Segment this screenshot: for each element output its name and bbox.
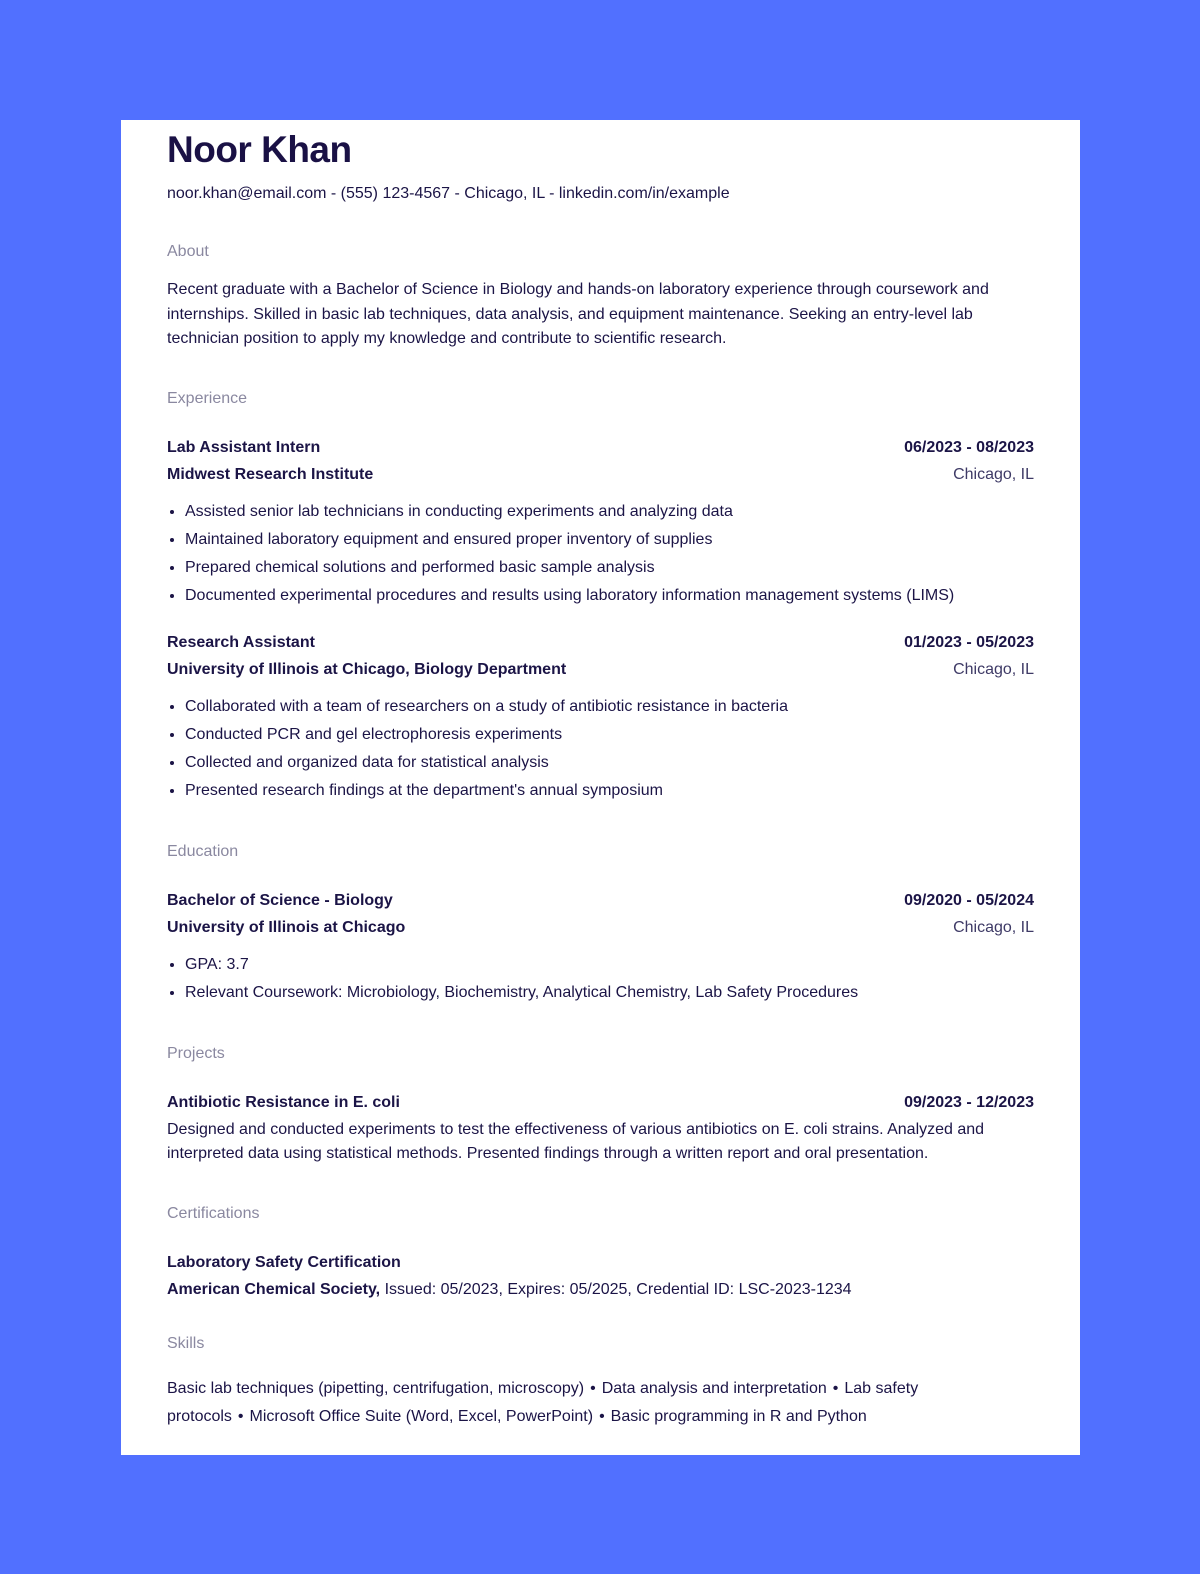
job-title: Research Assistant (167, 633, 315, 651)
contact-line: noor.khan@email.com - (555) 123-4567 - Chicago, IL - linkedin.com/in/example (167, 185, 730, 202)
section-title-experience: Experience (167, 389, 248, 407)
job-organization: Midwest Research Institute (167, 465, 374, 483)
certification-details: Issued: 05/2023, Expires: 05/2025, Credential ID: LSC-2023-1234 (384, 1280, 852, 1298)
list-item: • Maintained laboratory equipment and ensured proper inventory of supplies (185, 526, 1034, 554)
education-dates: 09/2020 - 05/2024 (904, 891, 1034, 909)
school-name: University of Illinois at Chicago (167, 918, 406, 936)
skill-separator: • (237, 1407, 244, 1425)
section-title-skills: Skills (167, 1334, 205, 1352)
resume-page (121, 120, 1080, 1455)
job-bullets (167, 498, 1034, 610)
list-item: • Presented research findings at the department's annual symposium (185, 777, 1034, 805)
project-dates: 09/2023 - 12/2023 (904, 1093, 1034, 1111)
school-location: Chicago, IL (953, 918, 1034, 936)
list-item: • Assisted senior lab technicians in conducting experiments and analyzing data (185, 498, 1034, 526)
job-location: Chicago, IL (953, 660, 1034, 678)
skill-separator: • (590, 1379, 596, 1397)
certification-issuer: American Chemical Society, (167, 1280, 381, 1298)
skills-list (167, 1375, 1034, 1431)
skill-item: Lab safety protocols (167, 1379, 919, 1425)
job-organization: University of Illinois at Chicago, Biology Department (167, 660, 567, 678)
degree-title: Bachelor of Science - Biology (167, 891, 393, 909)
job-title: Lab Assistant Intern (167, 438, 321, 456)
candidate-name: Noor Khan (167, 129, 352, 170)
list-item: • Relevant Coursework: Microbiology, Biochemistry, Analytical Chemistry, Lab Safety Procedures (185, 979, 1034, 1007)
project-entry (167, 1089, 1034, 1167)
job-bullets (167, 693, 1034, 805)
project-name: Antibiotic Resistance in E. coli (167, 1093, 400, 1111)
list-item: • Prepared chemical solutions and performed basic sample analysis (185, 554, 1034, 582)
list-item: • Documented experimental procedures and results using laboratory information management systems (LIMS) (185, 582, 1034, 610)
section-title-certifications: Certifications (167, 1204, 260, 1222)
section-title-education: Education (167, 842, 239, 860)
skill-item: Data analysis and interpretation (601, 1379, 827, 1397)
skill-item: Basic lab techniques (pipetting, centrifugation, microscopy) (167, 1379, 585, 1397)
skill-separator: • (599, 1407, 605, 1425)
experience-entry (167, 434, 1034, 610)
project-description: Designed and conducted experiments to test the effectiveness of various antibiotics on E. coli strains. Analyzed and interpreted data using statistical methods. Presented findings through a written report and oral presentation. (167, 1120, 985, 1162)
section-title-about: About (167, 243, 209, 260)
experience-entry (167, 629, 1034, 805)
section-title-projects: Projects (167, 1044, 225, 1062)
education-bullets (167, 951, 1034, 1007)
job-location: Chicago, IL (953, 465, 1034, 483)
list-item: • Collaborated with a team of researchers on a study of antibiotic resistance in bacteria (185, 693, 1034, 721)
list-item: • Collected and organized data for statistical analysis (185, 749, 1034, 777)
skill-item: Microsoft Office Suite (Word, Excel, PowerPoint) (249, 1407, 594, 1425)
certification-entry (167, 1249, 1034, 1303)
skill-item: Basic programming in R and Python (610, 1407, 867, 1425)
job-dates: 01/2023 - 05/2023 (904, 633, 1034, 651)
job-dates: 06/2023 - 08/2023 (904, 438, 1034, 456)
list-item: • Conducted PCR and gel electrophoresis experiments (185, 721, 1034, 749)
about-text: Recent graduate with a Bachelor of Science in Biology and hands-on laboratory experience through coursework and internships. Skilled in basic lab techniques, data analysis, and equipment maintenance. Seeking an entry-level lab technician position to apply my knowledge and contribute to scientific research. (167, 281, 989, 347)
certification-name: Laboratory Safety Certification (167, 1253, 401, 1271)
education-entry (167, 887, 1034, 1007)
skill-separator: • (832, 1379, 839, 1397)
list-item: • GPA: 3.7 (185, 951, 1034, 979)
